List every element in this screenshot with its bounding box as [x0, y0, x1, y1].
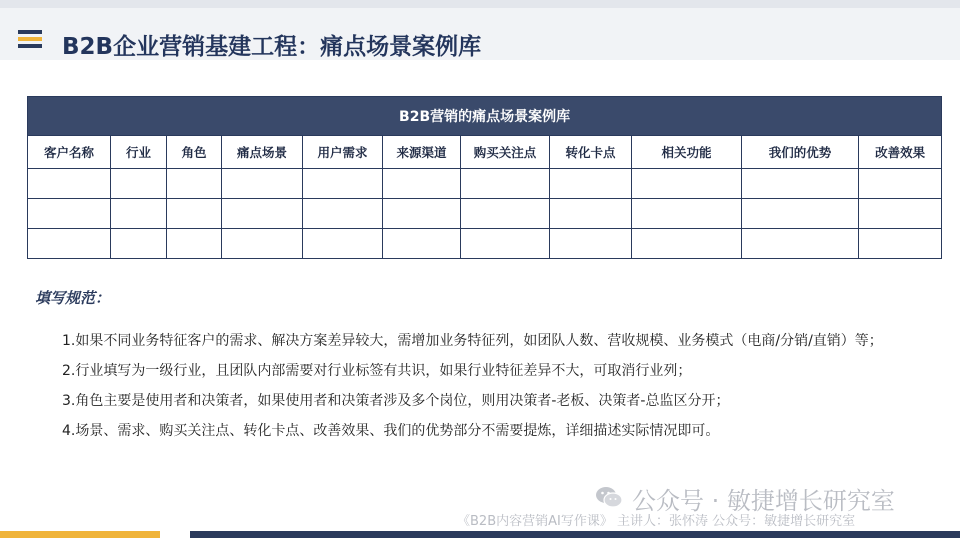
table-cell[interactable] [303, 229, 383, 259]
rule-item: 4.场景、需求、购买关注点、转化卡点、改善效果、我们的优势部分不需要提炼，详细描述实际情况即可。 [62, 423, 720, 439]
table-cell[interactable] [383, 199, 461, 229]
table-header-row [28, 136, 942, 169]
table-cell[interactable] [550, 169, 632, 199]
column-header: 客户名称 [28, 136, 111, 169]
rule-item: 2.行业填写为一级行业，且团队内部需要对行业标签有共识，如果行业特征差异不大，可取消行业列； [62, 363, 692, 379]
table-cell[interactable] [222, 169, 303, 199]
menu-icon [18, 30, 42, 48]
table-cell[interactable] [461, 229, 550, 259]
table-cell[interactable] [303, 169, 383, 199]
table-cell[interactable] [167, 199, 222, 229]
bottom-navy-bar [190, 531, 960, 538]
table-cell[interactable] [742, 169, 859, 199]
table-cell[interactable] [167, 169, 222, 199]
rule-item: 3.角色主要是使用者和决策者，如果使用者和决策者涉及多个岗位，则用决策者-老板、决策者-总监区分开； [62, 393, 730, 409]
table-row [28, 229, 942, 259]
table-cell[interactable] [111, 229, 167, 259]
top-strip [0, 0, 960, 8]
table-cell[interactable] [167, 229, 222, 259]
column-header: 改善效果 [859, 136, 942, 169]
case-table [27, 96, 941, 259]
watermark-text: 公众号 · 敏捷增长研究室 [632, 487, 895, 515]
table-cell[interactable] [632, 229, 742, 259]
table-row [28, 199, 942, 229]
table-caption: B2B营销的痛点场景案例库 [28, 97, 942, 136]
column-header: 角色 [167, 136, 222, 169]
table-cell[interactable] [859, 229, 942, 259]
bottom-accent-bar [0, 531, 160, 538]
table-cell[interactable] [303, 199, 383, 229]
table-cell[interactable] [632, 169, 742, 199]
rule-item: 1.如果不同业务特征客户的需求、解决方案差异较大，需增加业务特征列，如团队人数、营收规模、业务模式（电商/分销/直销）等； [62, 333, 883, 349]
table-cell[interactable] [461, 169, 550, 199]
table-cell[interactable] [28, 199, 111, 229]
table-cell[interactable] [461, 199, 550, 229]
table-row [28, 169, 942, 199]
wechat-icon [595, 485, 623, 509]
column-header: 我们的优势 [742, 136, 859, 169]
table-cell[interactable] [28, 169, 111, 199]
table-cell[interactable] [111, 199, 167, 229]
column-header: 购买关注点 [461, 136, 550, 169]
table-cell[interactable] [859, 199, 942, 229]
table-cell[interactable] [111, 169, 167, 199]
table-cell[interactable] [28, 229, 111, 259]
footer-credit: 《B2B内容营销AI写作课》 主讲人：张怀涛 公众号：敏捷增长研究室 [457, 514, 856, 529]
table-cell[interactable] [222, 229, 303, 259]
table-cell[interactable] [742, 229, 859, 259]
column-header: 来源渠道 [383, 136, 461, 169]
column-header: 相关功能 [632, 136, 742, 169]
page-title: B2B企业营销基建工程：痛点场景案例库 [62, 34, 482, 60]
table-cell[interactable] [383, 169, 461, 199]
table-cell[interactable] [632, 199, 742, 229]
column-header: 行业 [111, 136, 167, 169]
table-cell[interactable] [222, 199, 303, 229]
rules-list [62, 328, 942, 448]
table-cell[interactable] [550, 229, 632, 259]
column-header: 转化卡点 [550, 136, 632, 169]
column-header: 用户需求 [303, 136, 383, 169]
table-cell[interactable] [742, 199, 859, 229]
table-cell[interactable] [859, 169, 942, 199]
table-cell[interactable] [383, 229, 461, 259]
header-bar [0, 8, 960, 60]
column-header: 痛点场景 [222, 136, 303, 169]
table-cell[interactable] [550, 199, 632, 229]
rules-title: 填写规范： [35, 289, 111, 307]
